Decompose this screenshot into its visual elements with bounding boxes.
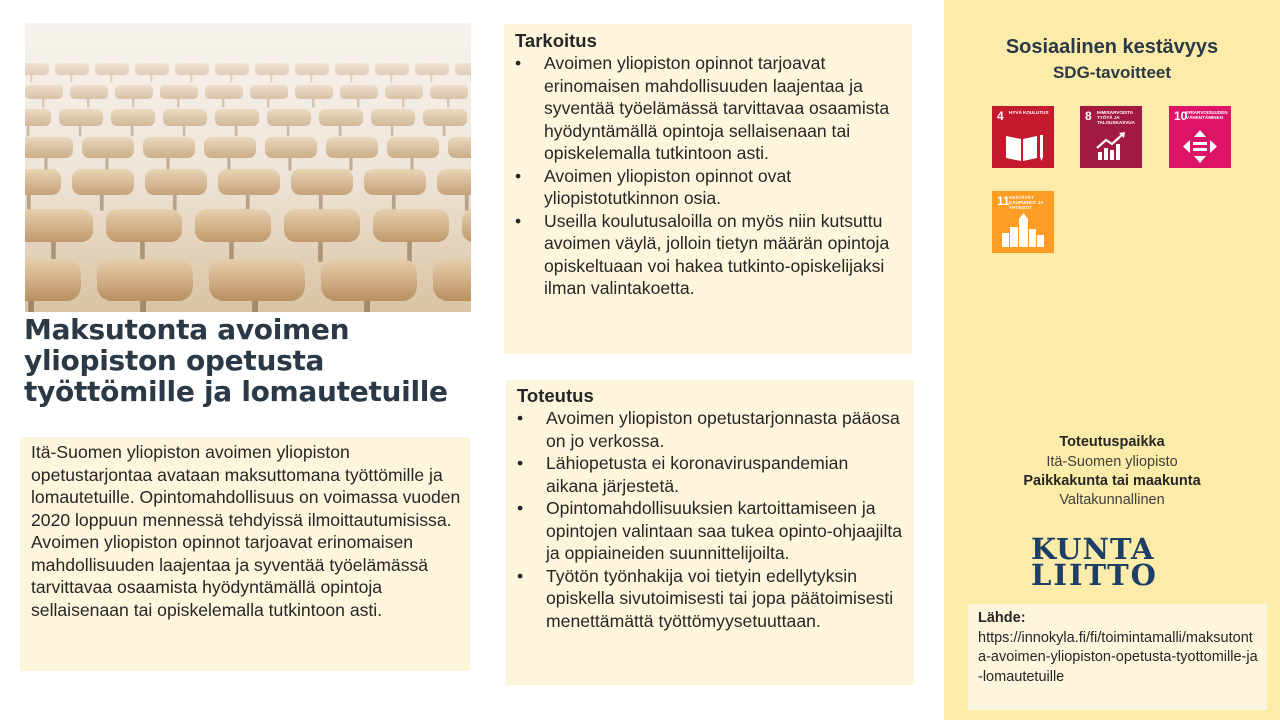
seat-leg-shape (27, 195, 31, 211)
seat-leg-shape (132, 99, 134, 107)
seat-leg-shape (100, 195, 104, 211)
seat-shape (215, 109, 259, 126)
seat-shape (175, 63, 209, 75)
seat-shape (295, 85, 333, 99)
seat-shape (415, 63, 449, 75)
seat-leg-shape (318, 242, 323, 262)
seat-shape (70, 85, 108, 99)
seat-shape (364, 169, 426, 195)
seat-leg-shape (390, 75, 392, 82)
list-item: • Työtön työnhakija voi tietyin edellytyksin opiskella sivutoimisesti tai jopa päätoimisesti menettämättä työttömyysetuuttaan. (517, 565, 904, 633)
seat-shape (25, 137, 73, 158)
seat-shape (204, 137, 256, 158)
seat-leg-shape (183, 126, 186, 136)
seat-shape (373, 209, 449, 242)
seat-leg-shape (410, 158, 413, 171)
toteutus-title: Toteutus (517, 385, 594, 406)
seat-shape (387, 137, 439, 158)
source-label: Lähde: (978, 610, 1026, 626)
sdg-number: 4 (997, 109, 1004, 123)
seat-leg-shape (42, 99, 44, 107)
seat-leg-shape (470, 75, 471, 82)
seat-shape (25, 85, 63, 99)
sdg-10-tile (1169, 106, 1231, 168)
seat-shape (25, 209, 93, 242)
seat-shape (371, 109, 415, 126)
seat-shape (326, 137, 378, 158)
kuntaliitto-logo (1031, 532, 1206, 592)
seat-leg-shape (51, 242, 56, 262)
seat-shape (255, 63, 289, 75)
seat-leg-shape (229, 242, 234, 262)
sidebar-title: Sosiaalinen kestävyys (1005, 36, 1219, 58)
seat-leg-shape (402, 99, 404, 107)
place-label: Toteutuspaikka (1059, 434, 1165, 450)
list-item: • Avoimen yliopiston opetustarjonnasta pääosa on jo verkossa. (517, 407, 904, 452)
sidebar-subtitle: SDG-tavoitteet (1052, 63, 1172, 82)
seat-leg-shape (391, 126, 394, 136)
city-icon (992, 191, 1054, 253)
seat-leg-shape (270, 75, 272, 82)
logo-line-1: KUNTA (1031, 532, 1155, 566)
seat-leg-shape (110, 75, 112, 82)
seat-leg-shape (288, 158, 291, 171)
region-label: Paikkakunta tai maakunta (1023, 473, 1201, 489)
seat-shape (95, 63, 129, 75)
seat-leg-shape (166, 158, 169, 171)
seat-shape (145, 169, 207, 195)
seat-shape (375, 63, 409, 75)
toteutus-list (517, 407, 904, 632)
region-value: Valtakunnallinen (1059, 492, 1165, 508)
seat-shape (215, 63, 249, 75)
seat-shape (160, 85, 198, 99)
sdg-number: 8 (1085, 109, 1092, 123)
sdg-8-tile (1080, 106, 1142, 168)
seat-leg-shape (44, 158, 47, 171)
seat-shape (321, 259, 417, 301)
seat-leg-shape (173, 195, 177, 211)
logo-line-2: LIITTO (1031, 558, 1158, 592)
seat-shape (106, 209, 182, 242)
seat-shape (265, 137, 317, 158)
sdg-4-tile (992, 106, 1054, 168)
seat-leg-shape (267, 99, 269, 107)
seat-shape (218, 169, 280, 195)
seat-shape (25, 259, 81, 301)
seat-shape (97, 259, 193, 301)
seat-shape (25, 169, 61, 195)
tarkoitus-list (515, 52, 902, 300)
seat-leg-shape (222, 99, 224, 107)
seat-shape (319, 109, 363, 126)
seat-shape (267, 109, 311, 126)
seat-leg-shape (87, 99, 89, 107)
seat-leg-shape (177, 99, 179, 107)
page-title: Maksutonta avoimen yliopiston opetusta työttömille ja lomautetuille (24, 313, 448, 408)
seat-leg-shape (235, 126, 238, 136)
sdg-caption: HYVÄ KOULUTUS (1009, 110, 1049, 115)
tarkoitus-title: Tarkoitus (515, 30, 597, 51)
sdg-caption: IHMISARVOISTA TYÖTÄ JA TALOUSKASVUA (1097, 110, 1135, 126)
seat-shape (455, 63, 471, 75)
seat-leg-shape (357, 99, 359, 107)
seat-shape (250, 85, 288, 99)
seat-shape (448, 137, 471, 158)
list-item: • Useilla koulutusaloilla on myös niin kutsuttu avoimen väylä, jolloin tietyn määrän opintoja opiskeltuaan voi hakea tutkinto-opiskelijaksi ilman valintakoetta. (515, 210, 902, 300)
seat-shape (82, 137, 134, 158)
seat-leg-shape (79, 126, 82, 136)
seat-shape (25, 63, 49, 75)
seat-leg-shape (407, 242, 412, 262)
list-item: • Lähiopetusta ei koronaviruspandemian aikana järjestetä. (517, 452, 904, 497)
seat-leg-shape (105, 158, 108, 171)
seat-leg-shape (349, 158, 352, 171)
list-item: • Avoimen yliopiston opinnot ovat yliopistotutkinnon osia. (515, 165, 902, 210)
toteutus-card (506, 380, 914, 685)
seat-shape (143, 137, 195, 158)
seat-leg-shape (230, 75, 232, 82)
seat-leg-shape (430, 75, 432, 82)
seat-leg-shape (70, 75, 72, 82)
seat-leg-shape (447, 99, 449, 107)
seat-shape (205, 85, 243, 99)
seat-leg-shape (392, 195, 396, 211)
seat-leg-shape (443, 126, 446, 136)
seat-shape (55, 63, 89, 75)
seat-leg-shape (28, 301, 34, 312)
list-item: • Opintomahdollisuuksien kartoittamiseen ja opintojen valintaan saa tukea opinto-ohjaajilta ja oppiaineiden suunnittelijoilta. (517, 497, 904, 565)
seat-shape (335, 63, 369, 75)
seat-shape (295, 63, 329, 75)
tarkoitus-card (504, 24, 912, 354)
seat-shape (135, 63, 169, 75)
seat-leg-shape (364, 301, 370, 312)
seat-shape (291, 169, 353, 195)
seat-shape (72, 169, 134, 195)
seat-leg-shape (310, 75, 312, 82)
seat-shape (115, 85, 153, 99)
sdg-11-tile (992, 191, 1054, 253)
equality-icon (1169, 106, 1231, 168)
seat-leg-shape (140, 301, 146, 312)
sdg-caption: ERIARVOISUUDEN VÄHENTÄMINEN (1186, 110, 1228, 121)
seat-shape (284, 209, 360, 242)
place-value: Itä-Suomen yliopisto (1046, 454, 1178, 470)
seat-leg-shape (30, 75, 32, 82)
seat-leg-shape (131, 126, 134, 136)
sdg-caption: KESTÄVÄT KAUPUNGIT JA YHTEISÖT (1009, 195, 1044, 211)
seat-shape (385, 85, 423, 99)
seat-shape (195, 209, 271, 242)
seat-leg-shape (150, 75, 152, 82)
source-link[interactable]: https://innokyla.fi/fi/toimintamalli/maksutonta-avoimen-yliopiston-opetusta-tyottomille-ja-lomautetuille (978, 629, 1258, 685)
seat-shape (209, 259, 305, 301)
source-box (968, 604, 1267, 710)
seat-leg-shape (252, 301, 258, 312)
seat-shape (163, 109, 207, 126)
seat-leg-shape (140, 242, 145, 262)
seat-shape (437, 169, 471, 195)
seat-leg-shape (246, 195, 250, 211)
intro-text: Itä-Suomen yliopiston avoimen yliopiston opetustarjontaa avataan maksuttomana työttömille ja lomautetuille. Opintomahdollisuus on voimassa vuoden 2020 loppuun mennessä tehdyissä ilmoittautumisissa. Avoimen yliopiston opinnot tarjoavat erinomaisen mahdollisuuden laajentaa ja syventää työelämässä tarvittavaa osaamista hyödyntämällä opintoja sellaisenaan tai opiskelemalla tutkintoon asti. (20, 437, 470, 671)
seat-shape (430, 85, 468, 99)
seat-shape (340, 85, 378, 99)
book-pencil-icon (992, 106, 1054, 168)
sdg-number: 11 (997, 194, 1010, 208)
sdg-number: 10 (1174, 109, 1188, 123)
growth-chart-icon (1080, 106, 1142, 168)
lecture-hall-photo (25, 23, 471, 312)
seat-shape (25, 109, 51, 126)
seat-leg-shape (312, 99, 314, 107)
seat-leg-shape (190, 75, 192, 82)
seat-leg-shape (350, 75, 352, 82)
seat-shape (433, 259, 471, 301)
list-item: • Avoimen yliopiston opinnot tarjoavat erinomaisen mahdollisuuden laajentaa ja syventää työelämässä tarvittavaa osaamista hyödyntämällä opintoja sellaisenaan tai opiskelemalla tutkintoon asti. (515, 52, 902, 165)
seat-leg-shape (319, 195, 323, 211)
seat-shape (423, 109, 467, 126)
seat-shape (59, 109, 103, 126)
seat-leg-shape (465, 195, 469, 211)
seat-leg-shape (287, 126, 290, 136)
seat-leg-shape (227, 158, 230, 171)
seat-shape (111, 109, 155, 126)
seat-leg-shape (339, 126, 342, 136)
seat-leg-shape (27, 126, 30, 136)
